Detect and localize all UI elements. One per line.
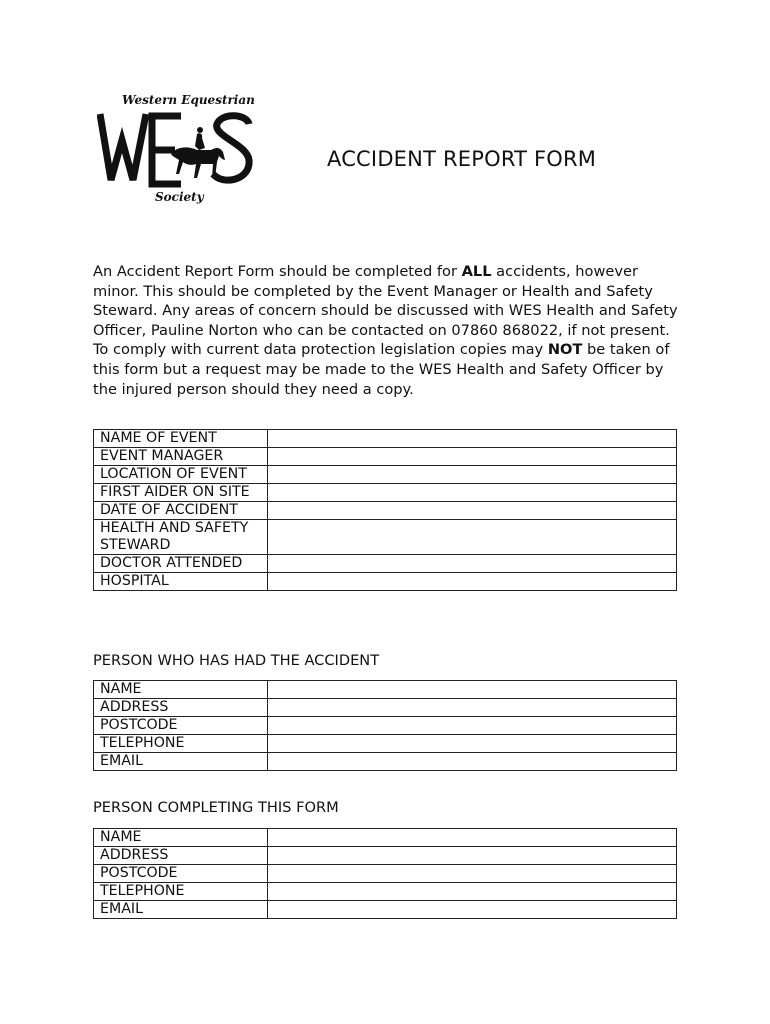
table-row bbox=[94, 699, 677, 717]
input-cell-date-of-accident[interactable] bbox=[268, 502, 677, 520]
row-label: LOCATION OF EVENT bbox=[94, 466, 268, 484]
row-label: EVENT MANAGER bbox=[94, 448, 268, 466]
row-label: TELEPHONE bbox=[94, 735, 268, 753]
input-cell-doctor-attended[interactable] bbox=[268, 555, 677, 573]
row-label: FIRST AIDER ON SITE bbox=[94, 484, 268, 502]
row-label: NAME bbox=[94, 829, 268, 847]
logo-top-text: Western Equestrian bbox=[122, 93, 255, 107]
intro-text-2: accidents, however minor. This should be completed by the Event Manager or Health and Safety Steward. Any areas of concern should be discussed with WES Health and Safety Officer, Pauline Norton who can be contacted on 07860 868022, if not present. To comply with current data protection legislation copies may bbox=[93, 263, 678, 359]
row-label: NAME bbox=[94, 681, 268, 699]
wes-logo-mark bbox=[97, 108, 257, 188]
wes-logo bbox=[97, 90, 257, 208]
input-cell-completer-address[interactable] bbox=[268, 847, 677, 865]
table-row bbox=[94, 847, 677, 865]
row-label: ADDRESS bbox=[94, 847, 268, 865]
row-label: EMAIL bbox=[94, 753, 268, 771]
row-label: DOCTOR ATTENDED bbox=[94, 555, 268, 573]
input-cell-health-safety-steward[interactable] bbox=[268, 520, 677, 555]
row-label: POSTCODE bbox=[94, 865, 268, 883]
input-cell-injured-name[interactable] bbox=[268, 681, 677, 699]
intro-bold-all: ALL bbox=[461, 263, 492, 280]
intro-text-1: An Accident Report Form should be completed for bbox=[93, 263, 462, 280]
table-row bbox=[94, 901, 677, 919]
row-label: POSTCODE bbox=[94, 717, 268, 735]
input-cell-injured-address[interactable] bbox=[268, 699, 677, 717]
input-cell-injured-telephone[interactable] bbox=[268, 735, 677, 753]
table-row bbox=[94, 448, 677, 466]
input-cell-injured-postcode[interactable] bbox=[268, 717, 677, 735]
table-row bbox=[94, 555, 677, 573]
table-row bbox=[94, 865, 677, 883]
completer-table bbox=[93, 828, 677, 919]
input-cell-location-of-event[interactable] bbox=[268, 466, 677, 484]
table-row bbox=[94, 735, 677, 753]
row-label: TELEPHONE bbox=[94, 883, 268, 901]
logo-bottom-text: Society bbox=[155, 190, 204, 204]
input-cell-completer-postcode[interactable] bbox=[268, 865, 677, 883]
table-row bbox=[94, 502, 677, 520]
page-title: ACCIDENT REPORT FORM bbox=[327, 147, 597, 171]
table-row bbox=[94, 681, 677, 699]
intro-text-3: be taken of this form but a request may be made to the WES Health and Safety Officer by the injured person should they need a copy. bbox=[93, 341, 670, 398]
table-row bbox=[94, 829, 677, 847]
input-cell-injured-email[interactable] bbox=[268, 753, 677, 771]
injured-person-table bbox=[93, 680, 677, 771]
row-label: HEALTH AND SAFETY STEWARD bbox=[94, 520, 268, 555]
intro-paragraph bbox=[93, 262, 683, 399]
intro-bold-not: NOT bbox=[547, 341, 583, 359]
row-label: NAME OF EVENT bbox=[94, 430, 268, 448]
input-cell-completer-name[interactable] bbox=[268, 829, 677, 847]
row-label: ADDRESS bbox=[94, 699, 268, 717]
table-row bbox=[94, 717, 677, 735]
input-cell-hospital[interactable] bbox=[268, 573, 677, 591]
event-details-table bbox=[93, 429, 677, 591]
table-row bbox=[94, 753, 677, 771]
input-cell-event-manager[interactable] bbox=[268, 448, 677, 466]
table-row bbox=[94, 573, 677, 591]
injured-person-heading: PERSON WHO HAS HAD THE ACCIDENT bbox=[93, 652, 380, 669]
horse-rider-icon bbox=[171, 127, 225, 178]
input-cell-name-of-event[interactable] bbox=[268, 430, 677, 448]
table-row bbox=[94, 883, 677, 901]
row-label: DATE OF ACCIDENT bbox=[94, 502, 268, 520]
completer-heading: PERSON COMPLETING THIS FORM bbox=[93, 799, 339, 816]
row-label: HOSPITAL bbox=[94, 573, 268, 591]
table-row bbox=[94, 430, 677, 448]
table-row bbox=[94, 484, 677, 502]
table-row bbox=[94, 466, 677, 484]
row-label: EMAIL bbox=[94, 901, 268, 919]
input-cell-completer-email[interactable] bbox=[268, 901, 677, 919]
table-row bbox=[94, 520, 677, 555]
input-cell-first-aider[interactable] bbox=[268, 484, 677, 502]
input-cell-completer-telephone[interactable] bbox=[268, 883, 677, 901]
